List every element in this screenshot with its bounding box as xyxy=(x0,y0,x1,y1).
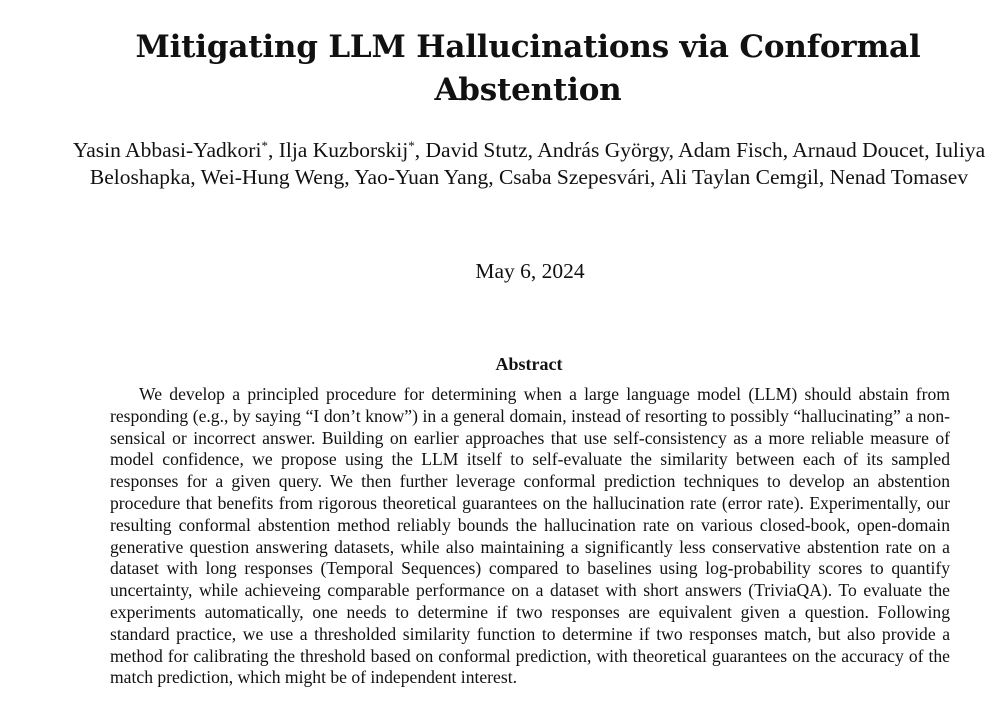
author-name: Yao-Yuan Yang xyxy=(354,165,489,189)
author-name: Yasin Abbasi-Yadkori xyxy=(72,138,262,162)
equal-contribution-mark: * xyxy=(408,138,415,153)
publication-date: May 6, 2024 xyxy=(475,259,585,283)
abstract-text: We develop a principled procedure for determining when a large language model (LLM) should abstain from responding (e.g., by saying “I don’t know”) in a general domain, instead of resorting to possibly “hallucinating” a non-sensical or incorrect answer. Building on earlier approaches that use self-consistency as a more reliable measure of model confidence, we propose using the LLM itself to self-evaluate the similarity between each of its sampled responses for a given query. We then further leverage conformal prediction techniques to develop an abstention procedure that benefits from rigorous theoretical guarantees on the hallucination rate (error rate). Experimentally, our resulting conformal abstention method reliably bounds the hallucination rate on various closed-book, open-domain generative question answering datasets, while also maintaining a significantly less conservative abstention rate on a dataset with long responses (Temporal Sequences) compared to baselines using log-probability scores to quantify uncertainty, while achieveing comparable performance on a dataset with short answers (TriviaQA). To evaluate the experiments automatically, one needs to determine if two responses are equivalent given a question. Following standard practice, we use a thresholded similarity function to determine if two responses match, but also provide a method for calibrating the threshold based on conformal prediction, with theoretical guarantees on the accuracy of the match prediction, which might be of independent interest. xyxy=(110,384,950,688)
author-name: Adam Fisch xyxy=(678,138,783,162)
author-name: Ali Taylan Cemgil xyxy=(659,165,819,189)
author-name: Wei-Hung Weng xyxy=(200,165,345,189)
author-name: Csaba Szepesvári xyxy=(498,165,650,189)
author-name: Iuliya Beloshapka xyxy=(89,138,986,189)
author-name: András György xyxy=(537,138,669,162)
author-name: David Stutz xyxy=(425,138,528,162)
author-name: Nenad Tomasev xyxy=(829,165,969,189)
paper-title: Mitigating LLM Hallucinations via Conformal Abstention xyxy=(135,29,921,108)
author-name: Arnaud Doucet xyxy=(792,138,925,162)
equal-contribution-mark: * xyxy=(261,138,268,153)
author-name: Ilja Kuzborskij xyxy=(278,138,409,162)
abstract-heading: Abstract xyxy=(495,354,563,374)
author-list: Yasin Abbasi-Yadkori*, Ilja Kuzborskij*, David Stutz, András György, Adam Fisch, Arnaud Doucet, Iuliya Beloshapka, Wei-Hung Weng, Yao-Yuan Yang, Csaba Szepesvári, Ali Taylan Cemgil, Nenad Tomasev xyxy=(72,138,986,189)
